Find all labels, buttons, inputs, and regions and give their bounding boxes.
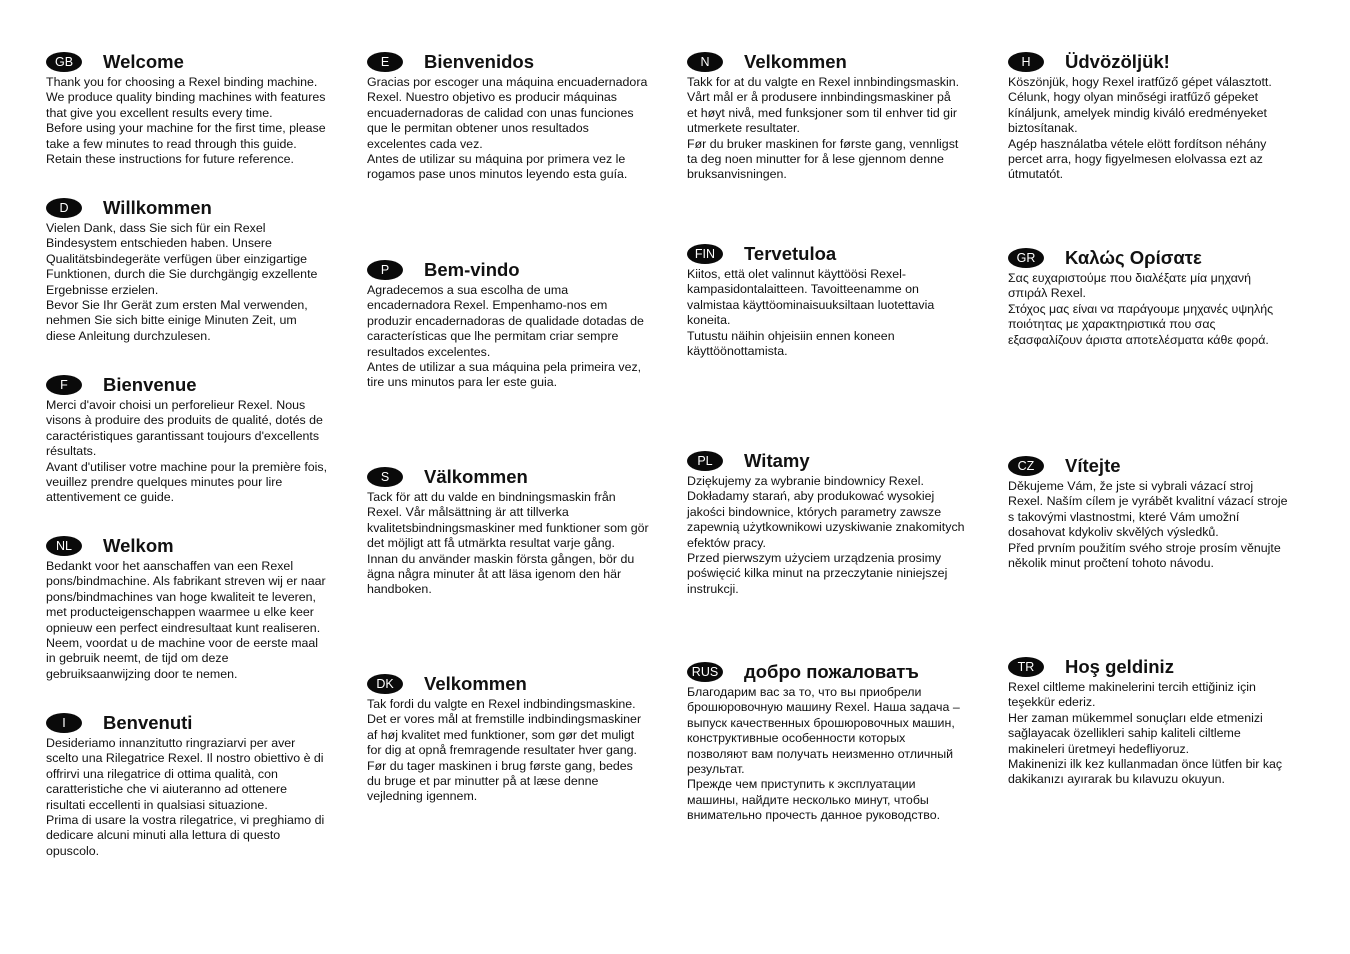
text-line: sağlayacak özellikleri sahip kaliteli ciltleme [1008,726,1241,741]
text-line: tire uns minutos para ler este guia. [367,375,558,390]
text-line: We produce quality binding machines with features [46,90,326,105]
text-line: útmutatót. [1008,167,1064,182]
welcome-heading: Bem-vindo [424,259,520,280]
text-line: du bruge et par minutter på at læse denne [367,774,599,789]
language-section-gr [1008,246,1273,348]
text-line: Tack för att du valde en bindningsmaskin från [367,490,616,504]
text-line: visons à produire des produits de qualité, dotés de [46,413,323,428]
welcome-text [46,398,327,506]
text-line: Tutustu näihin ohjeisiin ennen koneen [687,328,895,343]
text-line: kampasidontalaitteen. Tavoitteenamme on [687,282,919,297]
welcome-heading: Välkommen [424,466,528,487]
text-line: käyttöönottamista. [687,344,788,359]
language-section-tr [1008,655,1282,788]
language-code-badge: I [46,713,82,733]
text-line: Retain these instructions for future reference. [46,152,294,167]
text-line: encuadernadoras de calidad con unas funciones [367,105,634,120]
text-line: σπιράλ Rexel. [1008,286,1086,301]
text-line: poświęcić kilka minut na przeczytanie niniejszej [687,566,948,581]
text-line: pons/bindmachines van hoge kwaliteit te leveren, [46,589,317,604]
section-header [687,660,960,684]
text-line: позволяют вам получать неизменно отличный [687,746,954,761]
text-line: Innan du använder maskin första gången, bör du [367,551,635,566]
text-line: Köszönjük, hogy Rexel iratfűző gépet választott. [1008,75,1272,89]
welcome-heading: Velkommen [744,51,847,72]
language-section-nl [46,534,326,682]
text-line: Dziękujemy za wybranie bindownicy Rexel. [687,474,924,488]
language-section-p [367,258,644,391]
text-line: Σας ευχαριστούμε που διαλέξατε μία μηχανή [1008,271,1252,285]
text-line: машины, найдите несколько минут, чтобы [687,792,929,807]
text-line: excelentes cada vez. [367,136,483,151]
language-code-badge: RUS [687,662,723,682]
text-line: Rexel. Nuestro objetivo es producir máquinas [367,90,618,105]
text-line: risultati eccellenti in qualsiasi situazione. [46,797,268,812]
text-line: Prima di usare la vostra rilegatrice, vi preghiamo di [46,813,325,828]
text-line: Rexel. Vår målsättning är att tillverka [367,505,569,520]
welcome-heading: Welcome [103,51,184,72]
text-line: biztosítanak. [1008,121,1078,136]
language-section-rus [687,660,960,824]
text-line: Antes de utilizar su máquina por primera vez le [367,152,626,167]
section-header [687,242,934,266]
language-section-n [687,50,959,183]
welcome-text [1008,75,1272,183]
language-section-f [46,373,327,506]
text-line: Funktionen, durch die Sie durchgängig exzellente [46,267,318,282]
text-line: that give you excellent results every time. [46,105,273,120]
welcome-text [46,736,324,859]
section-header [1008,655,1282,679]
text-line: Rexel ciltleme makinelerini tercih ettiğiniz için [1008,680,1256,694]
text-line: af høj kvalitet med funktioner, som gør det muligt [367,727,635,742]
text-line: выпуск качественных брошюровочных машин, [687,715,955,730]
language-code-badge: N [687,52,723,72]
text-line: caratteristiche che vi aiuteranno ad ottenere [46,782,288,797]
text-line: características que lhe permitam criar sempre [367,329,619,344]
text-line: opnieuw een perfect eindresultaat kunt realiseren. [46,620,321,635]
text-line: Desideriamo innanzitutto ringraziarvi per aver [46,736,296,750]
text-line: kínáljunk, amelyek mindig kiváló eredményeket [1008,105,1267,120]
language-section-gb [46,50,326,167]
welcome-text [367,490,649,598]
text-line: rogamos pase unos minutos leyendo esta guía. [367,167,628,182]
language-code-badge: PL [687,451,723,471]
welcome-text [46,221,317,344]
text-line: Благодарим вас за то, что вы приобрели [687,685,922,699]
text-line: Przed pierwszym użyciem urządzenia prosimy [687,551,942,566]
language-section-cz [1008,454,1288,571]
welcome-heading: Welkom [103,535,174,556]
section-header [687,449,965,473]
text-line: opuscolo. [46,843,100,858]
welcome-text [687,267,934,359]
text-line: met producteigenschappen waarmee u elke keer [46,605,314,620]
welcome-text [367,75,647,183]
welcome-text [687,75,959,183]
language-code-badge: D [46,198,82,218]
text-line: dosahovat kdykoliv skvělých výsledků. [1008,525,1219,540]
welcome-text [46,75,326,167]
language-code-badge: FIN [687,244,723,264]
text-line: результат. [687,762,745,777]
text-line: Прежде чем приступить к эксплуатации [687,777,916,792]
text-line: koneita. [687,313,731,328]
text-line: Antes de utilizar a sua máquina pela primeira vez, [367,360,642,375]
language-section-dk [367,672,641,805]
text-line: брошюровочную машину Rexel. Наша задача – [687,700,960,715]
text-line: utmerkete resultater. [687,121,800,136]
welcome-text [687,474,965,597]
language-code-badge: DK [367,674,403,694]
text-line: ποιότητας με χαρακτηριστικά που σας [1008,317,1216,332]
section-header [46,373,327,397]
text-line: in gebruik neemt, de tijd om deze [46,651,229,666]
text-line: Neem, voordat u de machine voor de eerste maal [46,636,319,651]
section-header [1008,246,1273,270]
text-line: resultados excelentes. [367,344,491,359]
text-line: encadernadora Rexel. Empenhamo-nos em [367,298,608,313]
language-section-s [367,465,649,598]
text-line: valmistaa käyttöominaisuuksiltaan luotettavia [687,297,935,312]
text-line: Dokładamy starań, aby produkować wysokiej [687,489,935,504]
welcome-text [367,283,644,391]
language-section-i [46,711,324,859]
welcome-text [687,685,960,824]
text-line: pons/bindmachine. Als fabrikant streven wij er naar [46,574,326,589]
welcome-heading: Bienvenidos [424,51,534,72]
section-header [367,258,644,282]
language-code-badge: H [1008,52,1044,72]
text-line: gebruiksaanwijzing door te nemen. [46,666,238,681]
section-header [46,534,326,558]
language-code-badge: GB [46,52,82,72]
text-line: teşekkür ederiz. [1008,695,1096,710]
text-line: Qualitätsbindegeräte verfügen über einzigartige [46,251,308,266]
text-line: attentivement ce guide. [46,490,175,505]
welcome-text [367,697,641,805]
text-line: dedicare alcuni minuti alla lettura di questo [46,828,281,843]
text-line: εξασφαλίζουν άριστα αποτελέσματα κάθε φορά. [1008,332,1269,347]
text-line: percet arra, hogy figyelmesen elolvassa ezt az [1008,152,1263,167]
text-line: ägna några minuter åt att läsa igenom den här [367,567,622,582]
text-line: instrukcji. [687,581,739,596]
text-line: Før du bruker maskinen for første gang, vennligst [687,136,959,151]
text-line: Στόχος μας είναι να παράγουμε μηχανές υψηλής [1008,301,1274,316]
section-header [367,50,647,74]
welcome-text [46,559,326,682]
text-line: ta deg noen minutter for å lese gjennom denne [687,152,944,167]
text-line: diese Anleitung durchzulesen. [46,328,211,343]
text-line: det möjligt att få utmärkta resultat varje gång. [367,536,615,551]
language-section-pl [687,449,965,597]
language-code-badge: F [46,375,82,395]
text-line: Agép használatba vétele elött fordítson néhány [1008,136,1267,151]
language-code-badge: P [367,260,403,280]
text-line: Vielen Dank, dass Sie sich für ein Rexel [46,221,266,235]
section-header [1008,50,1272,74]
text-line: que le permitan obtener unos resultados [367,121,589,136]
text-line: Rexel. Naším cílem je vyrábět kvalitní vázací stroje [1008,494,1288,509]
text-line: produzir encadernadoras de qualidade dotadas de [367,313,644,328]
welcome-heading: Witamy [744,450,810,471]
text-line: efektów pracy. [687,535,766,550]
section-header [367,465,649,489]
section-header [687,50,959,74]
text-line: zapewnią użytkownikowi uzyskiwanie znakomitych [687,520,965,535]
text-line: Before using your machine for the first time, please [46,121,326,136]
language-section-e [367,50,647,183]
text-line: Bindesystem entschieden haben. Unsere [46,236,272,251]
text-line: veuillez prendre quelques minutes pour lire [46,475,283,490]
text-line: makineleri üretmeyi hedefliyoruz. [1008,741,1190,756]
text-line: Před prvním použitím svého stroje prosím věnujte [1008,540,1281,555]
language-code-badge: E [367,52,403,72]
text-line: handboken. [367,582,432,597]
text-line: nehmen Sie sich bitte einige Minuten Zeit, um [46,313,297,328]
text-line: Det er vores mål at fremstille indbindingsmaskiner [367,712,642,727]
text-line: vejledning igennem. [367,789,478,804]
welcome-text [1008,680,1282,788]
section-header [46,196,317,220]
language-code-badge: GR [1008,248,1044,268]
text-line: Her zaman mükemmel sonuçları elde etmenizi [1008,710,1263,725]
welcome-heading: Tervetuloa [744,243,837,264]
text-line: Avant d'utiliser votre machine pour la première fois, [46,459,328,474]
language-section-fin [687,242,934,359]
language-code-badge: NL [46,536,82,556]
text-line: jakości bindownice, których parametry zawsze [687,504,942,519]
welcome-text [1008,479,1288,571]
text-line: dakikanızı ayırarak bu kılavuzu okuyun. [1008,772,1225,787]
text-line: Vårt mål er å produsere innbindingsmaskiner på [687,90,951,105]
language-code-badge: S [367,467,403,487]
text-line: внимательно прочесть данное руководство. [687,808,941,823]
language-section-h [1008,50,1272,183]
text-line: caractéristiques garantissant toujours d'excellents [46,428,320,443]
text-line: Bevor Sie Ihr Gerät zum ersten Mal verwenden, [46,298,308,313]
text-line: Thank you for choosing a Rexel binding machine. [46,75,318,89]
welcome-heading: Hoş geldiniz [1065,656,1174,677]
welcome-heading: Benvenuti [103,712,193,733]
welcome-heading: Καλώς Ορίσατε [1065,247,1202,268]
text-line: Ergebnisse erzielen. [46,282,159,297]
text-line: Bedankt voor het aanschaffen van een Rexel [46,559,294,573]
welcome-heading: Üdvözöljük! [1065,51,1170,72]
text-line: Agradecemos a sua escolha de uma [367,283,569,297]
text-line: конструктивные особенности которых [687,731,906,746]
welcome-text [1008,271,1273,348]
text-line: bruksanvisningen. [687,167,787,182]
welcome-heading: Willkommen [103,197,212,218]
section-header [46,711,324,735]
language-code-badge: TR [1008,657,1044,677]
text-line: scelto una Rilegatrice Rexel. Il nostro obiettivo è di [46,751,324,766]
text-line: Célunk, hogy olyan minőségi iratfűző gépeket [1008,90,1259,105]
text-line: kvalitetsbindningsmaskiner med funktioner som gör [367,520,649,535]
language-section-d [46,196,317,344]
text-line: Takk for at du valgte en Rexel innbindingsmaskin. [687,75,960,89]
text-line: offrirvi una rilegatrice di ottima qualità, con [46,766,278,781]
welcome-heading: добро пожаловатъ [744,661,919,682]
text-line: Tak fordi du valgte en Rexel indbindingsmaskine. [367,697,636,711]
section-header [46,50,326,74]
text-line: et høyt nivå, med funksjoner som til enhver tid gir [687,105,957,120]
text-line: Makinenizi ilk kez kullanmadan önce lütfen bir kaç [1008,757,1283,772]
text-line: for dig at opnå fremragende resultater hver gang. [367,743,638,758]
text-line: Merci d'avoir choisi un perforelieur Rexel. Nous [46,398,306,412]
text-line: Gracias por escoger una máquina encuadernadora [367,75,648,89]
language-code-badge: CZ [1008,456,1044,476]
welcome-heading: Bienvenue [103,374,197,395]
text-line: Děkujeme Vám, že jste si vybrali vázací stroj [1008,479,1254,493]
text-line: résultats. [46,444,97,459]
text-line: Kiitos, että olet valinnut käyttöösi Rexel- [687,267,907,281]
section-header [1008,454,1288,478]
text-line: s takovými vlastnostmi, které Vám umožní [1008,509,1240,524]
text-line: take a few minutes to read through this guide. [46,136,297,151]
section-header [367,672,641,696]
welcome-heading: Velkommen [424,673,527,694]
text-line: několik minut pročtení tohoto návodu. [1008,556,1214,571]
text-line: Før du tager maskinen i brug første gang, bedes [367,758,633,773]
welcome-heading: Vítejte [1065,455,1121,476]
